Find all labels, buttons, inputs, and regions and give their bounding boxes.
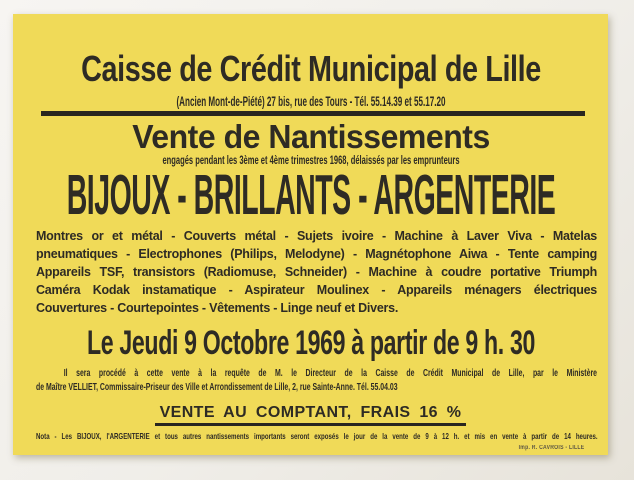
items-line-1: Montres or et métal - Couverts métal - Sujets ivoire - Machine à Laver Viva - Matelas	[36, 229, 597, 243]
sale-subheading: engagés pendant les 3ème et 4ème trimestres 1968, délaissés par les emprunteurs	[161, 153, 460, 167]
header-subtitle: (Ancien Mont-de-Piété) 27 bis, rue des Tours - Tél. 55.14.39 et 55.17.20	[175, 94, 446, 109]
notice-line-1: Il sera procédé à cette vente à la requête de M. le Directeur de la Caisse de Crédit Municipal de Lille, par le Ministère	[63, 367, 598, 379]
items-list	[36, 227, 597, 317]
poster-title: Caisse de Crédit Municipal de Lille	[80, 48, 541, 89]
poster	[13, 14, 608, 455]
nota-line: Nota - Les BIJOUX, l'ARGENTERIE et tous autres nantissements importants seront exposés le jour de la vente de 9 à 12 h. et mis en vente à partir de 14 heures.	[36, 431, 598, 441]
sale-date: Le Jeudi 9 Octobre 1969 à partir de 9 h. 30	[86, 324, 535, 362]
items-line-2: pneumatiques - Electrophones (Philips, Melodyne) - Magnétophone Aiwa - Tente camping	[36, 247, 597, 261]
divider-rule	[41, 111, 585, 116]
items-line-5: Couvertures - Courtepointes - Vêtements - Linge neuf et Divers.	[36, 301, 399, 315]
notice-line-2: de Maître VELLIET, Commissaire-Priseur des Ville et Arrondissement de Lille, 2, rue Sainte-Anne. Tél. 55.04.03	[36, 380, 398, 393]
sale-heading: Vente de Nantissements	[131, 118, 490, 155]
items-line-3: Appareils TSF, transistors (Radiomuse, Schneider) - Machine à coudre portative Triumph	[36, 265, 597, 279]
items-line-4: Caméra Kodak instamatique - Aspirateur Moulinex - Appareils ménagers électriques	[36, 283, 597, 297]
printer-imprint: Imp. R. CAVROIS - LILLE	[518, 445, 584, 451]
categories-headline: BIJOUX - BRILLANTS - ARGENTERIE	[66, 163, 555, 227]
notice-paragraph	[36, 367, 597, 394]
payment-terms: VENTE AU COMPTANT, FRAIS 16 %	[155, 404, 467, 426]
payment-terms-row	[13, 404, 608, 426]
